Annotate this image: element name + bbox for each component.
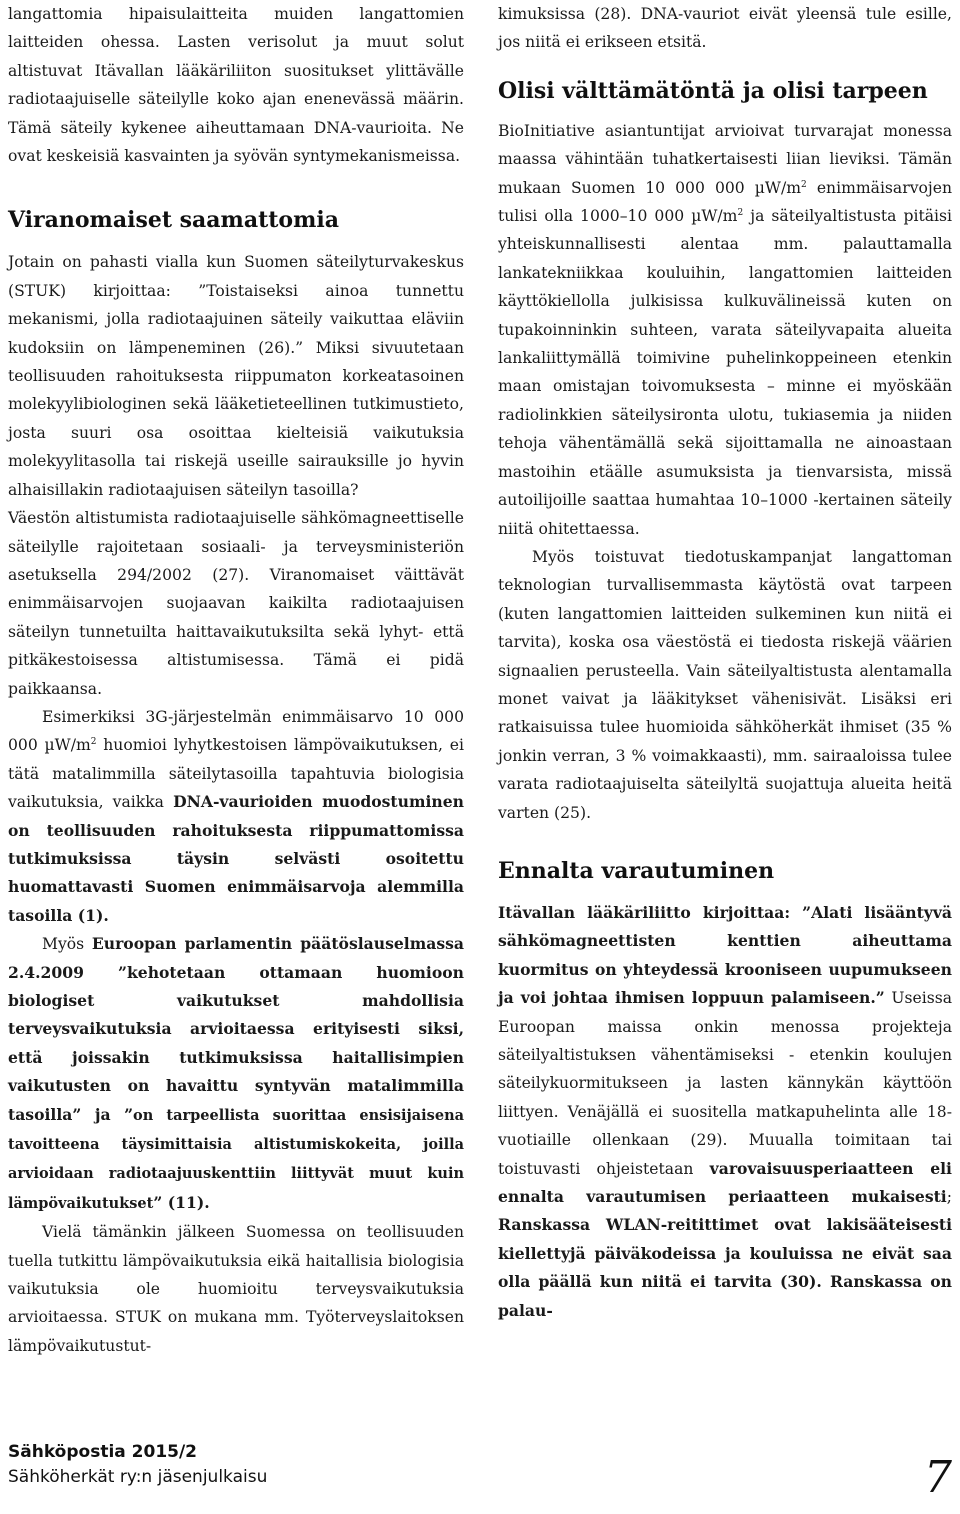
heading-viranomaiset: Viranomaiset saamattomia [8, 207, 339, 234]
paragraph-tiedotuskampanjat: Myös toistuvat tiedotuskampanjat langattoman teknologian turvallisemmasta käytöstä ovat tarpeen (kuten langattomien laitteiden sulkeminen kun niitä ei tarvita), koska osa väestöstä ei tiedosta riskejä väärien signaalien perusteella. Vain säteilyaltistusta alentamalla monet vaivat ja lääkitykset vähenisivät. Lisäksi eri ratkaisuissa tulee huomioida sähköherkät ihmiset (35 % jonkin verran, 3 % voimakkaasti), mm. sairaaloissa tulee varata radiotaajuiselta säteilyltä suojattuja alueita heitä varten (25). [498, 547, 952, 822]
left-column [8, 0, 464, 1360]
intro-paragraph: langattomia hipaisulaitteita muiden langattomien laitteiden ohessa. Lasten verisolut ja muut solut altistuvat Itävallan lääkäriliiton suositukset ylittävälle radiotaajuiselle säteilylle koko ajan enenevässä määrin. Tämä säteily kykenee aiheuttamaan DNA-vaurioita. Ne ovat keskeisiä kasvainten ja syövän syntymekanismeissa. [8, 5, 464, 166]
paragraph-3g: Esimerkiksi 3G-järjestelmän enimmäisarvo 10 000 000 $\mu W/m^2$ huomioi lyhytkestoisen lämpövaikutuksen, ei tätä matalimmilla säteilytasoilla tapahtuvia biologisia vaikutuksia, vaikka DNA-vaurioiden muodostuminen on teollisuuden rahoituksesta riippumattomissa tutkimuksissa täysin selvästi osoitettu huomattavasti Suomen enimmäisarvoja alemmilla tasoilla (1). [8, 707, 464, 925]
right-column [498, 0, 952, 1325]
bold-dna-claim: DNA-vaurioiden muodostuminen on teollisuuden rahoituksesta riippumattomissa tutkimuksissa täysin selvästi osoitettu huomattavasti Suomen enimmäisarvoja alemmilla tasoilla (1). [8, 792, 464, 925]
footer-issue: Sähköpostia 2015/2 [8, 1442, 198, 1462]
paragraph-bioinitiative: BioInitiative asiantuntijat arvioivat turvarajat monessa maassa vähintään tuhatkertaisesti liian lieviksi. Tämän mukaan Suomen 10 000 000 $\mu W/m^2$ enimmäisarvojen tulisi olla 1000–10 000 $\mu W/m^2$ ja säteilyaltistusta pitäisi yhteiskunnallisesti alentaa mm. palauttamalla lankatekniikkaa kouluihin, langattomien laitteiden käyttökiellolla julkisissa kulkuvälineissä kuten on tupakoinninkin suhteen, varata säteilyvapaita alueita lankaliittymällä toimivine puhelinkoppeineen etenkin maan omistajan toivomuksesta – minne ei myöskään radiolinkkien säteilysironta ulotu, tukiasemia ja niiden tehoja vähentämällä sekä sijoittamalla ne ainoastaan mastoihin etäälle asumuksista ja tienvarsista, missä autoilijoille saattaa humahtaa 10–1000 -kertainen säteily niitä ohitettaessa. [498, 121, 952, 538]
paragraph-itavallan: Itävallan lääkäriliitto kirjoittaa: ”Alati lisääntyvä sähkömagneettisten kenttien aiheuttama kuormitus on yhteydessä krooniseen uupumukseen ja voi johtaa ihmisen loppuun palamiseen.” Useissa Euroopan maissa onkin menossa projekteja säteilyaltistuksen vähentämiseksi - etenkin koulujen säteilykuormitukseen ja lasten kännykän käyttöön liittyen. Venäjällä ei suositella matkapuhelinta alle 18-vuotiaille ollenkaan (29). Muualla toimitaan tai toistuvasti ohjeistetaan varovaisuusperiaatteen eli ennalta varautumisen periaatteen mukaisesti; Ranskassa WLAN-reitittimet ovat lakisääteisesti kiellettyjä päiväkodeissa ja kouluissa ne eivät saa olla päällä kun niitä ei tarvita (30). Ranskassa on palau- [498, 902, 953, 1320]
footer-publisher: Sähköherkät ry:n jäsenjulkaisu [8, 1467, 268, 1487]
continuation-paragraph: kimuksissa (28). DNA-vauriot eivät yleensä tule esille, jos niitä ei erikseen etsitä. [498, 5, 952, 52]
paragraph-stuk: Jotain on pahasti vialla kun Suomen säteilyturvakeskus (STUK) kirjoittaa: ”Toistaiseksi ainoa tunnettu mekanismi, jolla radiotaajuinen säteily vaikuttaa eläviin kudoksiin on lämpeneminen (26).” Miksi sivuutetaan teollisuuden rahoituksesta riippumaton korkeatasoinen molekyylibiologinen sekä lääketieteellinen tutkimustieto, josta suuri osa osoittaa kielteisiä vaikutuksia molekyylitasolla tai riskejä useille sairauksille jo hyvin alhaisillakin radiotaajuisen säteilyn tasoilla? [8, 253, 464, 499]
heading-valttamatonta: Olisi välttämätöntä ja olisi tarpeen [498, 77, 928, 104]
heading-ennalta: Ennalta varautuminen [498, 857, 775, 884]
paragraph-altistuminen: Väestön altistumista radiotaajuiselle sähkömagneettiselle säteilylle rajoitetaan sosiaali- ja terveysministeriön asetuksella 294/2002 (27). Viranomaiset väittävät enimmäisarvojen suojaavan kaikilta radiotaajuisen säteilyn tunnetuilta haittavaikutuksilta sekä lyhyt- että pitkäkestoisessa altistumisessa. Tämä ei pidä paikkaansa. [8, 509, 464, 698]
paragraph-euroopan-parlamentti: Myös Euroopan parlamentin päätöslauselmassa 2.4.2009 ”kehotetaan ottamaan huomioon biologiset vaikutukset mahdollisia terveysvaikutuksia arvioitaessa erityisesti siksi, että joissakin tutkimuksissa haitallisimpien vaikutusten on havaittu syntyvän matalimmilla tasoilla” ja ”on tarpeellista suorittaa ensisijaisena tavoitteena täysimittaisia altistumiskokeita, joilla arvioidaan radiotaajuuskenttiin liittyvät muut kuin lämpövaikutukset” (11). [8, 934, 465, 1212]
page-number: 7 [924, 1452, 952, 1503]
footer [8, 1440, 267, 1490]
paragraph-suomessa: Vielä tämänkin jälkeen Suomessa on teollisuuden tuella tutkittu lämpövaikutuksia eikä haitallisia biologisia vaikutuksia ole huomioitu terveysvaikutuksia arvioitaessa. STUK on mukana mm. Työterveyslaitoksen lämpövaikutustut- [8, 1223, 464, 1355]
